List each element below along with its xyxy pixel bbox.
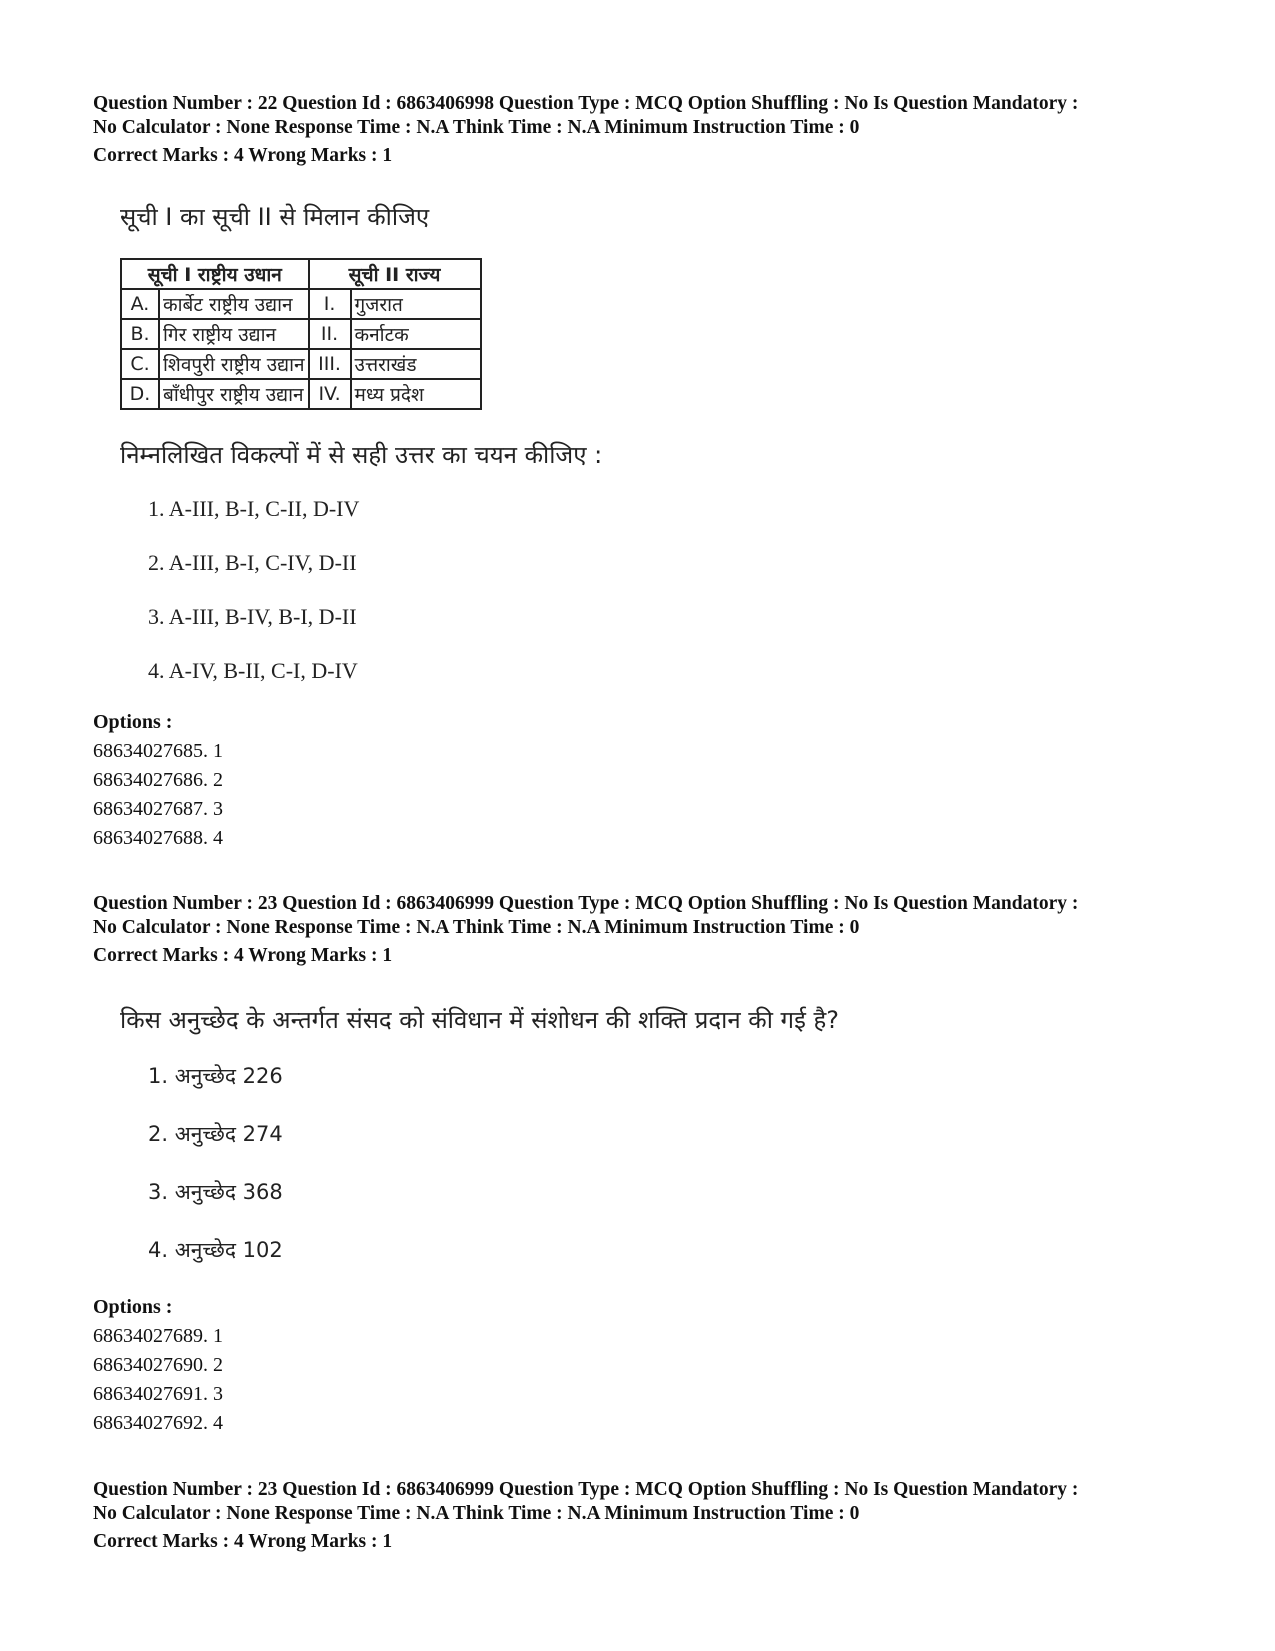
park-name: बाँधीपुर राष्ट्रीय उद्यान [159,379,309,409]
question-meta-line1: Question Number : 22 Question Id : 6863406998 Question Type : MCQ Option Shuffling : No Is Question Mandatory : [93,93,1079,114]
table-row [121,349,481,379]
question-meta-line1: Question Number : 23 Question Id : 6863406999 Question Type : MCQ Option Shuffling : No Is Question Mandatory : [93,893,1079,914]
answer-choice: 1. अनुच्छेद 226 [148,1064,283,1088]
option-id: 68634027688. 4 [93,827,223,849]
question-23-prompt: किस अनुच्छेद के अन्तर्गत संसद को संविधान में संशोधन की शक्ति प्रदान की गई है? [120,1006,839,1034]
option-id: 68634027689. 1 [93,1325,223,1347]
row-roman: III. [309,349,351,379]
options-label: Options : [93,1296,173,1318]
question-22-header [93,92,1193,168]
table-row [121,379,481,409]
park-name: शिवपुरी राष्ट्रीय उद्यान [159,349,309,379]
row-letter: D. [121,379,159,409]
question-marks: Correct Marks : 4 Wrong Marks : 1 [93,145,393,166]
option-id: 68634027686. 2 [93,769,223,791]
option-id: 68634027687. 3 [93,798,223,820]
answer-choice: 1. A-III, B-I, C-II, D-IV [148,496,360,521]
option-id: 68634027692. 4 [93,1412,223,1434]
question-meta-line2: No Calculator : None Response Time : N.A Think Time : N.A Minimum Instruction Time : 0 [93,1503,860,1524]
row-roman: IV. [309,379,351,409]
park-name: गिर राष्ट्रीय उद्यान [159,319,309,349]
question-23-repeat-header [93,1478,1193,1554]
row-roman: I. [309,289,351,319]
answer-choice: 2. अनुच्छेद 274 [148,1122,283,1146]
question-meta-line1: Question Number : 23 Question Id : 6863406999 Question Type : MCQ Option Shuffling : No Is Question Mandatory : [93,1479,1079,1500]
question-meta-line2: No Calculator : None Response Time : N.A Think Time : N.A Minimum Instruction Time : 0 [93,917,860,938]
answer-choice: 3. A-III, B-IV, B-I, D-II [148,604,357,629]
list-1-heading: सूची I राष्ट्रीय उधान [121,259,309,289]
question-22-instruction: निम्नलिखित विकल्पों में से सही उत्तर का चयन कीजिए : [120,441,603,469]
answer-choice: 4. अनुच्छेद 102 [148,1238,283,1262]
row-letter: B. [121,319,159,349]
question-marks: Correct Marks : 4 Wrong Marks : 1 [93,1531,393,1552]
question-22-prompt: सूची I का सूची II से मिलान कीजिए [120,203,430,231]
answer-choice: 3. अनुच्छेद 368 [148,1180,283,1204]
question-meta-line2: No Calculator : None Response Time : N.A Think Time : N.A Minimum Instruction Time : 0 [93,117,860,138]
state-name: मध्य प्रदेश [351,379,481,409]
state-name: कर्नाटक [351,319,481,349]
question-23-header [93,892,1193,968]
list-2-heading: सूची II राज्य [309,259,481,289]
option-id: 68634027685. 1 [93,740,223,762]
state-name: गुजरात [351,289,481,319]
answer-choice: 4. A-IV, B-II, C-I, D-IV [148,658,358,683]
table-row [121,319,481,349]
answer-choice: 2. A-III, B-I, C-IV, D-II [148,550,357,575]
option-id: 68634027691. 3 [93,1383,223,1405]
row-roman: II. [309,319,351,349]
options-label: Options : [93,711,173,733]
match-table [120,258,482,410]
question-marks: Correct Marks : 4 Wrong Marks : 1 [93,945,393,966]
match-table-header [121,259,481,289]
row-letter: A. [121,289,159,319]
table-row [121,289,481,319]
row-letter: C. [121,349,159,379]
state-name: उत्तराखंड [351,349,481,379]
option-id: 68634027690. 2 [93,1354,223,1376]
park-name: कार्बेट राष्ट्रीय उद्यान [159,289,309,319]
